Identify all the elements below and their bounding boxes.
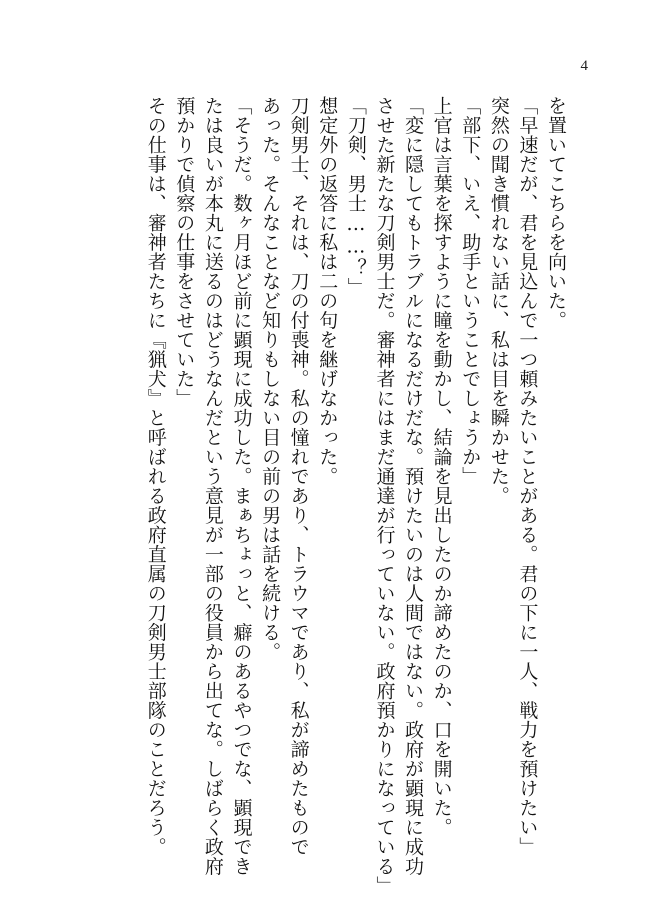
text-line: 「部下、いえ、助手ということでしょうか」 — [459, 96, 482, 486]
body-text — [141, 96, 570, 896]
text-line: 預かりで偵察の仕事をさせていた」 — [173, 96, 196, 408]
text-line: 上官は言葉を探すように瞳を動かし、結論を見出したのか諦めたのか、口を開いた。 — [430, 96, 453, 837]
text-line: 「早速だが、君を見込んで一つ頼みたいことがある。君の下に一人、戦力を預けたい」 — [516, 96, 539, 857]
text-line: あった。そんなことなど知りもしない目の前の男は話を続ける。 — [259, 96, 282, 662]
text-line: させた新たな刀剣男士だ。審神者にはまだ通達が行っていない。政府預かりになっている」 — [373, 96, 396, 896]
text-line: を置いてこちらを向いた。 — [545, 96, 567, 330]
page-number: 4 — [580, 58, 588, 74]
text-line: 想定外の返答に私は二の句を継げなかった。 — [316, 96, 339, 486]
text-line: 「刀剣、男士……？」 — [344, 96, 367, 297]
text-line: 突然の聞き慣れない話に、私は目を瞬かせた。 — [487, 96, 510, 506]
text-line: 「そうだ。数ヶ月ほど前に顕現に成功した。まぁちょっと、癖のあるやつでな、顕現でき — [230, 96, 253, 876]
text-line: 刀剣男士、それは、刀の付喪神。私の憧れであり、トラウマであり、私が諦めたもので — [287, 96, 310, 857]
text-line: 「変に隠してもトラブルになるだけだな。預けたいのは人間ではない。政府が顕現に成功 — [402, 96, 425, 876]
text-line: たは良いが本丸に送るのはどうなんだという意見が一部の役員から出てな。しばらく政府 — [201, 96, 224, 876]
text-line: その仕事は、審神者たちに『猟犬』と呼ばれる政府直属の刀剣男士部隊のことだろう。 — [144, 96, 167, 857]
